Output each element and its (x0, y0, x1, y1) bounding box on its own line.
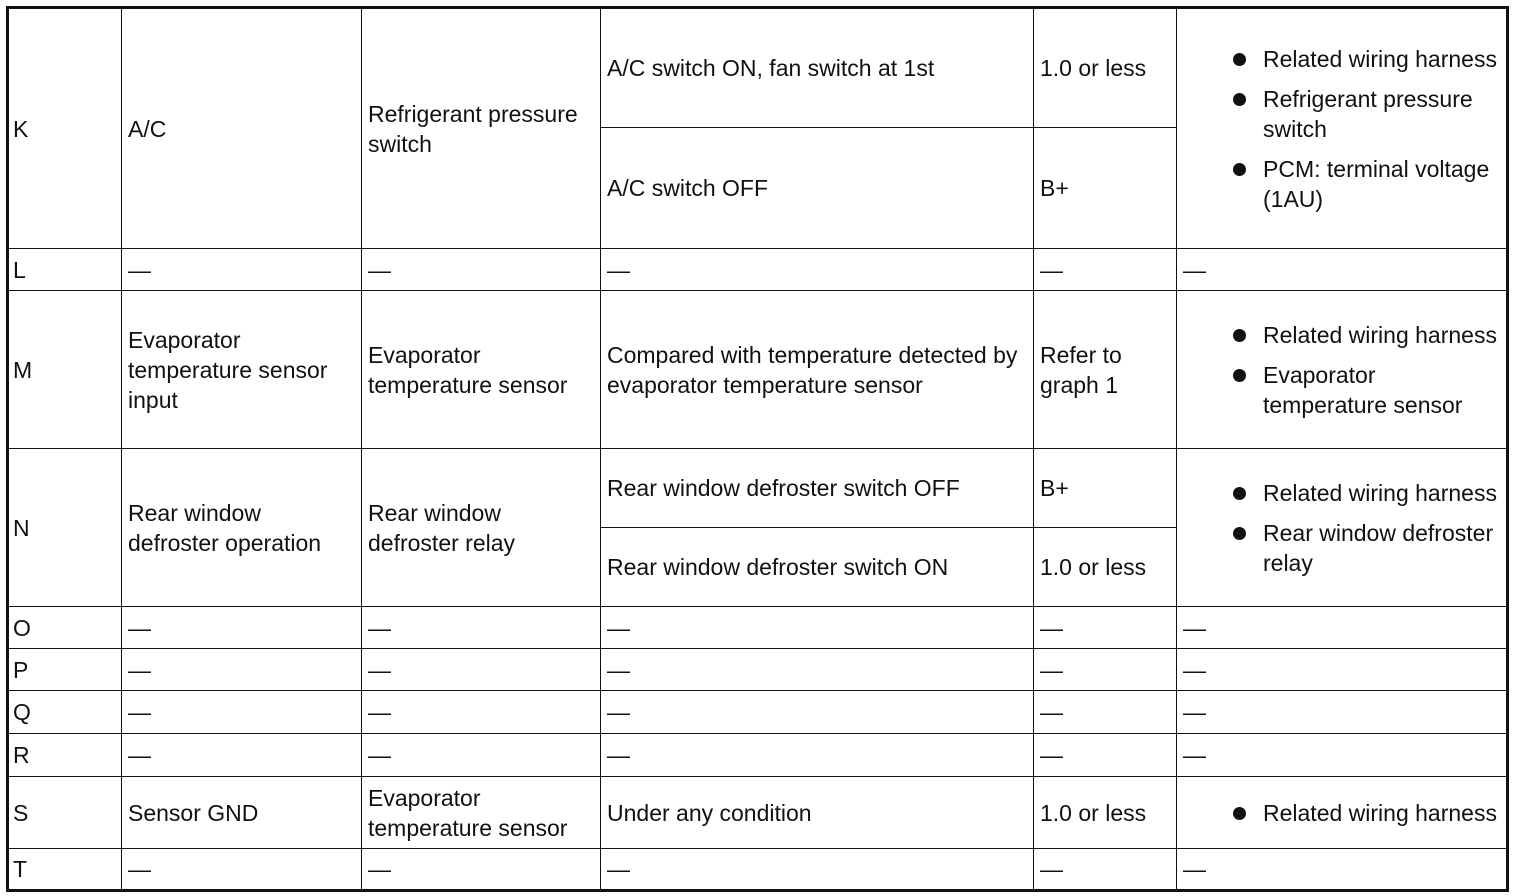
signal-cell: Rear window defroster operation (122, 449, 362, 607)
test-condition-cell: A/C switch OFF (601, 128, 1034, 249)
signal-cell: — (122, 249, 362, 291)
voltage-cell: 1.0 or less (1034, 8, 1177, 128)
test-condition-cell: Rear window defroster switch OFF (601, 449, 1034, 528)
table-row (8, 649, 1508, 691)
table-row (8, 849, 1508, 891)
bullet-icon (1233, 807, 1246, 820)
table-row (8, 249, 1508, 291)
signal-cell: — (122, 691, 362, 734)
signal-cell: — (122, 734, 362, 777)
terminal-cell: L (8, 249, 122, 291)
inspection-items-cell: — (1177, 249, 1508, 291)
bullet-icon (1233, 163, 1246, 176)
table-row (8, 734, 1508, 777)
list-item: Evaporator temperature sensor (1203, 360, 1500, 420)
inspection-list (1183, 798, 1500, 828)
inspection-items-cell: — (1177, 691, 1508, 734)
test-condition-cell: Under any condition (601, 777, 1034, 849)
bullet-icon (1233, 527, 1246, 540)
signal-cell: — (122, 607, 362, 649)
test-condition-cell: — (601, 249, 1034, 291)
test-condition-cell: — (601, 649, 1034, 691)
test-condition-cell: Compared with temperature detected by evaporator temperature sensor (601, 291, 1034, 449)
terminal-cell: P (8, 649, 122, 691)
terminal-cell: R (8, 734, 122, 777)
voltage-cell: 1.0 or less (1034, 528, 1177, 607)
voltage-cell: — (1034, 249, 1177, 291)
test-condition-cell: — (601, 734, 1034, 777)
inspection-items-cell: — (1177, 607, 1508, 649)
connected-to-cell: — (362, 649, 601, 691)
signal-cell: — (122, 649, 362, 691)
connected-to-cell: Rear window defroster relay (362, 449, 601, 607)
connected-to-cell: — (362, 249, 601, 291)
connected-to-cell: — (362, 734, 601, 777)
voltage-cell: B+ (1034, 128, 1177, 249)
voltage-cell: — (1034, 734, 1177, 777)
bullet-icon (1233, 93, 1246, 106)
table-row (8, 777, 1508, 849)
test-condition-cell: Rear window defroster switch ON (601, 528, 1034, 607)
inspection-items-cell (1177, 449, 1508, 607)
signal-cell: A/C (122, 8, 362, 249)
inspection-items-cell: — (1177, 649, 1508, 691)
list-item: Refrigerant pressure switch (1203, 84, 1500, 144)
connected-to-cell: Evaporator temperature sensor (362, 291, 601, 449)
inspection-list (1183, 478, 1500, 578)
table-row (8, 8, 1508, 128)
terminal-cell: O (8, 607, 122, 649)
bullet-icon (1233, 53, 1246, 66)
bullet-icon (1233, 369, 1246, 382)
bullet-icon (1233, 487, 1246, 500)
voltage-cell: — (1034, 607, 1177, 649)
signal-cell: Sensor GND (122, 777, 362, 849)
inspection-items-cell (1177, 8, 1508, 249)
test-condition-cell: — (601, 849, 1034, 891)
bullet-icon (1233, 329, 1246, 342)
inspection-items-cell: — (1177, 734, 1508, 777)
voltage-cell: — (1034, 649, 1177, 691)
terminal-cell: Q (8, 691, 122, 734)
signal-cell: — (122, 849, 362, 891)
list-item: Related wiring harness (1203, 44, 1500, 74)
connected-to-cell: — (362, 849, 601, 891)
connected-to-cell: Refrigerant pressure switch (362, 8, 601, 249)
terminal-voltage-table (6, 6, 1509, 892)
terminal-cell: T (8, 849, 122, 891)
inspection-items-cell: — (1177, 849, 1508, 891)
terminal-cell: S (8, 777, 122, 849)
test-condition-cell: — (601, 691, 1034, 734)
table-row (8, 691, 1508, 734)
list-item: Rear window defroster relay (1203, 518, 1500, 578)
connected-to-cell: — (362, 607, 601, 649)
inspection-items-cell (1177, 777, 1508, 849)
test-condition-cell: A/C switch ON, fan switch at 1st (601, 8, 1034, 128)
list-item: Related wiring harness (1203, 478, 1500, 508)
voltage-cell: Refer to graph 1 (1034, 291, 1177, 449)
table-row (8, 291, 1508, 449)
inspection-list (1183, 320, 1500, 420)
connected-to-cell: — (362, 691, 601, 734)
list-item: PCM: terminal voltage (1AU) (1203, 154, 1500, 214)
test-condition-cell: — (601, 607, 1034, 649)
connected-to-cell: Evaporator temperature sensor (362, 777, 601, 849)
table-row (8, 449, 1508, 528)
voltage-cell: 1.0 or less (1034, 777, 1177, 849)
voltage-cell: B+ (1034, 449, 1177, 528)
voltage-cell: — (1034, 849, 1177, 891)
terminal-cell: N (8, 449, 122, 607)
list-item: Related wiring harness (1203, 798, 1500, 828)
table-row (8, 607, 1508, 649)
list-item: Related wiring harness (1203, 320, 1500, 350)
inspection-items-cell (1177, 291, 1508, 449)
terminal-cell: M (8, 291, 122, 449)
terminal-cell: K (8, 8, 122, 249)
inspection-list (1183, 44, 1500, 214)
voltage-cell: — (1034, 691, 1177, 734)
signal-cell: Evaporator temperature sensor input (122, 291, 362, 449)
